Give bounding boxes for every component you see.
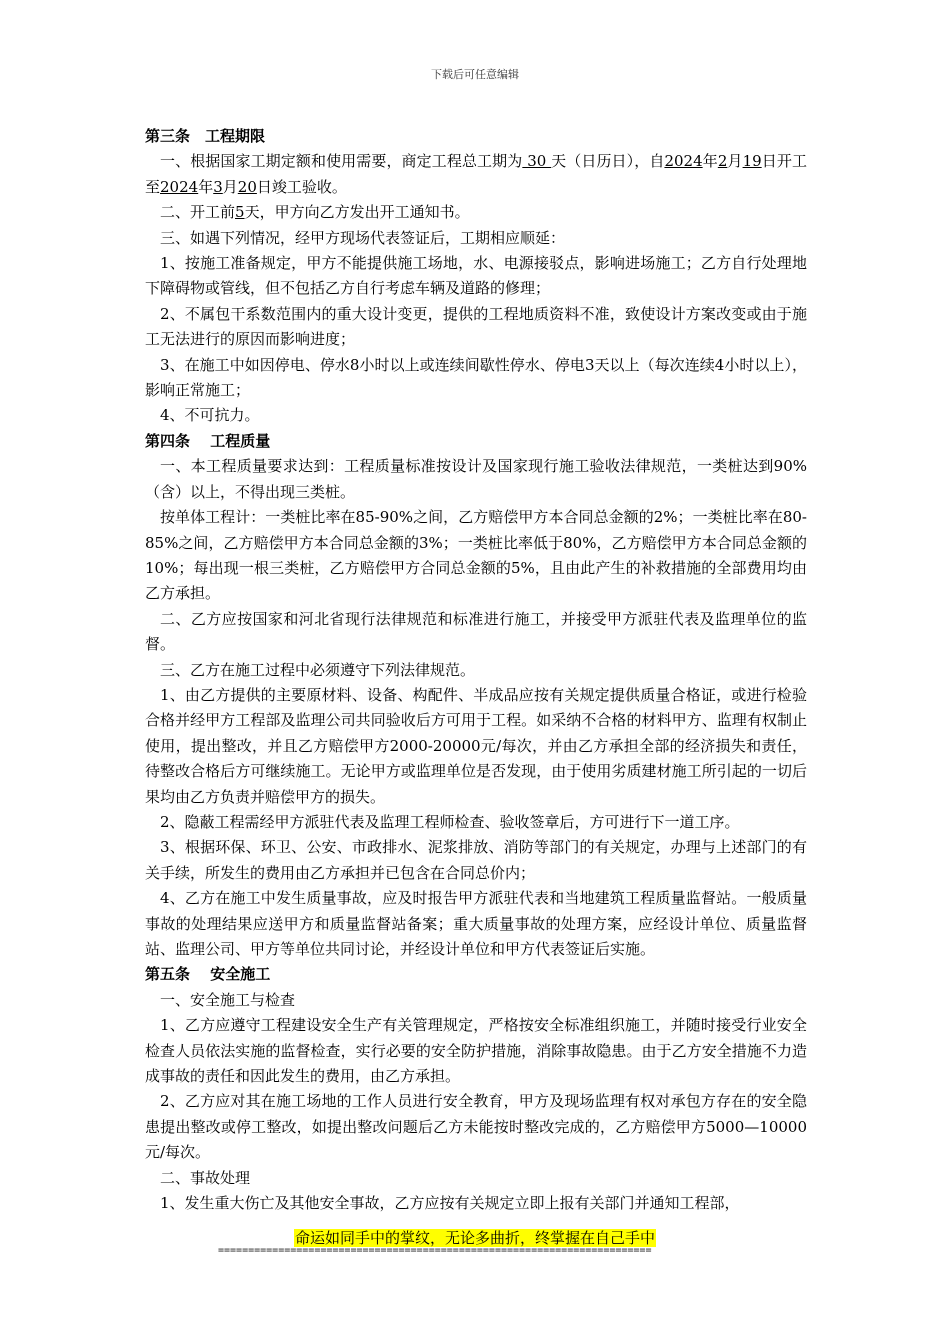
article-4-clause-1-detail: 按单体工程计：一类桩比率在85-90%之间，乙方赔偿甲方本合同总金额的2%；一类桩比率在80-85%之间，乙方赔偿甲方本合同总金额的3%；一类桩比率低于80%，乙方赔偿甲方本合同总金额的10%；每出现一根三类桩，乙方赔偿甲方合同总金额的5%，且由此产生的补救措施的全部费用均由乙方承担。: [145, 508, 807, 603]
article-4-item-2: 2、隐蔽工程需经甲方派驻代表及监理工程师检查、验收签章后，方可进行下一道工序。: [160, 812, 740, 831]
article-5-title: 第五条 安全施工: [145, 965, 271, 984]
article-4-clause-1: 一、本工程质量要求达到：工程质量标准按设计及国家现行施工验收法律规范，一类桩达到90%（含）以上，不得出现三类桩。: [145, 457, 807, 501]
article-4-clause-3: 三、乙方在施工过程中必须遵守下列法律规范。: [160, 660, 476, 679]
end-month: 3: [213, 177, 223, 196]
end-day: 20: [237, 177, 257, 196]
start-day: 19: [742, 152, 762, 171]
start-year: 2024: [664, 152, 703, 171]
total-days: 30: [522, 152, 552, 171]
article-5-clause-2-item-1: 1、发生重大伤亡及其他安全事故，乙方应按有关规定立即上报有关部门并通知工程部，: [160, 1194, 740, 1213]
article-3-item-1: 1、按施工准备规定，甲方不能提供施工场地，水、电源接驳点，影响进场施工；乙方自行处理地下障碍物或管线，但不包括乙方自行考虑车辆及道路的修理；: [145, 254, 807, 298]
article-5-clause-1: 一、安全施工与检查: [160, 990, 296, 1009]
article-3-item-4: 4、不可抗力。: [160, 406, 260, 425]
article-4-clause-2: 二、乙方应按国家和河北省现行法律规范和标准进行施工，并接受甲方派驻代表及监理单位的监督。: [145, 609, 807, 654]
footer-divider: ========================================================================: [218, 1245, 652, 1256]
article-4-item-3: 3、根据环保、环卫、公安、市政排水、泥浆排放、消防等部门的有关规定，办理与上述部门的有关手续，所发生的费用由乙方承担并已包含在合同总价内；: [145, 838, 807, 882]
footer-motto: 命运如同手中的掌纹，无论多曲折，终掌握在自己手中: [294, 1229, 655, 1247]
header-note: 下载后可任意编辑: [431, 68, 519, 81]
article-3-item-2: 2、不属包干系数范围内的重大设计变更，提供的工程地质资料不准，致使设计方案改变或由于施工无法进行的原因而影响进度；: [145, 304, 807, 349]
end-year: 2024: [160, 177, 199, 196]
article-4-item-4: 4、乙方在施工中发生质量事故，应及时报告甲方派驻代表和当地建筑工程质量监督站。一般质量事故的处理结果应送甲方和质量监督站备案；重大质量事故的处理方案，应经设计单位、质量监督站、监理公司、甲方等单位共同讨论，并经设计单位和甲方代表签证后实施。: [145, 889, 807, 958]
start-month: 2: [717, 152, 728, 171]
article-3-clause-2: 二、开工前5天，甲方向乙方发出开工通知书。: [160, 203, 470, 222]
article-5-item-2: 2、乙方应对其在施工场地的工作人员进行安全教育，甲方及现场监理有权对承包方存在的安全隐患提出整改或停工整改，如提出整改问题后乙方未能按时整改完成的，乙方赔偿甲方5000—10000元/每次。: [145, 1092, 807, 1162]
article-5-clause-2: 二、事故处理: [160, 1168, 251, 1187]
document-body: [145, 124, 807, 1216]
article-3-item-3: 3、在施工中如因停电、停水8小时以上或连续间歇性停水、停电3天以上（每次连续4小时以上），影响正常施工；: [145, 355, 807, 400]
article-3-clause-3: 三、如遇下列情况，经甲方现场代表签证后，工期相应顺延：: [160, 228, 566, 247]
article-3-clause-1: 一、根据国家工期定额和使用需要，商定工程总工期为 30 天（日历日），自2024年2月19日开工至2024年3月20日竣工验收。: [145, 152, 807, 196]
article-5-item-1: 1、乙方应遵守工程建设安全生产有关管理规定，严格按安全标准组织施工，并随时接受行业安全检查人员依法实施的监督检查，实行必要的安全防护措施，消除事故隐患。由于乙方安全措施不力造成事故的责任和因此发生的费用，由乙方承担。: [145, 1016, 807, 1086]
article-4-item-1: 1、由乙方提供的主要原材料、设备、构配件、半成品应按有关规定提供质量合格证，或进行检验合格并经甲方工程部及监理公司共同验收后方可用于工程。如采纳不合格的材料甲方、监理有权制止使用，提出整改，并且乙方赔偿甲方2000-20000元/每次，并由乙方承担全部的经济损失和责任，待整改合格后方可继续施工。无论甲方或监理单位是否发现，由于使用劣质建材施工所引起的一切后果均由乙方负责并赔偿甲方的损失。: [145, 685, 807, 806]
article-4-title: 第四条 工程质量: [145, 431, 271, 450]
notice-days: 5: [235, 203, 245, 222]
article-3-title: 第三条 工程期限: [145, 127, 266, 145]
